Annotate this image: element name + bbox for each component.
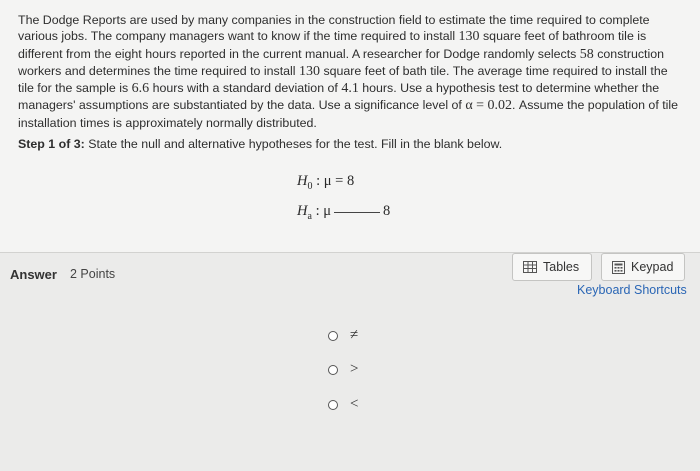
option-not-equal[interactable] xyxy=(328,327,358,344)
null-hypothesis xyxy=(297,173,354,192)
alpha-value: α = 0.02 xyxy=(465,98,513,114)
keypad-button[interactable] xyxy=(601,253,685,281)
keypad-label: Keypad xyxy=(631,260,674,274)
h0-symbol: H xyxy=(297,173,308,189)
points-label: 2 Points xyxy=(70,267,116,281)
option-label: < xyxy=(350,396,359,412)
sample-size-value: 58 xyxy=(579,46,594,62)
tile-area-value: 130 xyxy=(458,29,480,45)
alternative-hypothesis xyxy=(297,203,390,222)
step-instruction xyxy=(18,137,502,151)
sample-mean-value: 6.6 xyxy=(131,81,150,97)
problem-text-part: hours with a standard deviation of xyxy=(149,81,342,96)
answer-label: Answer xyxy=(10,267,57,282)
option-label: ≠ xyxy=(350,327,359,343)
keyboard-shortcuts-link[interactable]: Keyboard Shortcuts xyxy=(577,283,687,297)
radio-button[interactable] xyxy=(328,400,338,410)
option-less-than[interactable] xyxy=(328,396,358,413)
h0-subscript: 0 xyxy=(307,180,313,192)
option-label: > xyxy=(350,361,359,377)
ha-symbol: H xyxy=(297,203,308,219)
operator-blank[interactable] xyxy=(334,212,380,213)
option-greater-than[interactable] xyxy=(328,361,358,378)
keypad-icon xyxy=(612,261,625,274)
problem-text-part: The Dodge Reports are used by many companies in the construction field to estimate the time required to complete various jobs. The company managers want to know if the time required to install xyxy=(18,13,650,44)
radio-button[interactable] xyxy=(328,365,338,375)
table-icon xyxy=(523,261,537,273)
problem-text-part: hours. Use a hypothesis test to determine whether the managers' assumptions are substantiated by the data. Use a significance level of xyxy=(18,81,660,113)
ha-mu: : μ xyxy=(311,203,331,219)
ha-value: 8 xyxy=(383,203,391,219)
problem-text-part: square feet of bath tile. The average time required to install the tile for the sample is xyxy=(18,63,668,96)
ha-subscript: a xyxy=(307,210,312,222)
step-text: State the null and alternative hypotheses for the test. Fill in the blank below. xyxy=(84,137,503,151)
tile-area-value: 130 xyxy=(299,63,320,79)
tables-button[interactable] xyxy=(512,253,592,281)
problem-text-part: . Assume the population of tile installation times is approximately normally distributed. xyxy=(18,98,679,130)
tables-label: Tables xyxy=(543,260,580,274)
h0-expression: : μ = 8 xyxy=(312,173,355,189)
problem-text-part: square feet of bathroom tile is different from the eight hours reported in the current manual. A researcher for Dodge randomly selects xyxy=(18,29,647,61)
problem-text xyxy=(18,12,684,131)
radio-button[interactable] xyxy=(328,331,338,341)
problem-text-part: construction workers and determines the time required to install xyxy=(18,46,665,78)
step-label: Step 1 of 3: xyxy=(18,137,85,151)
std-dev-value: 4.1 xyxy=(341,81,359,97)
